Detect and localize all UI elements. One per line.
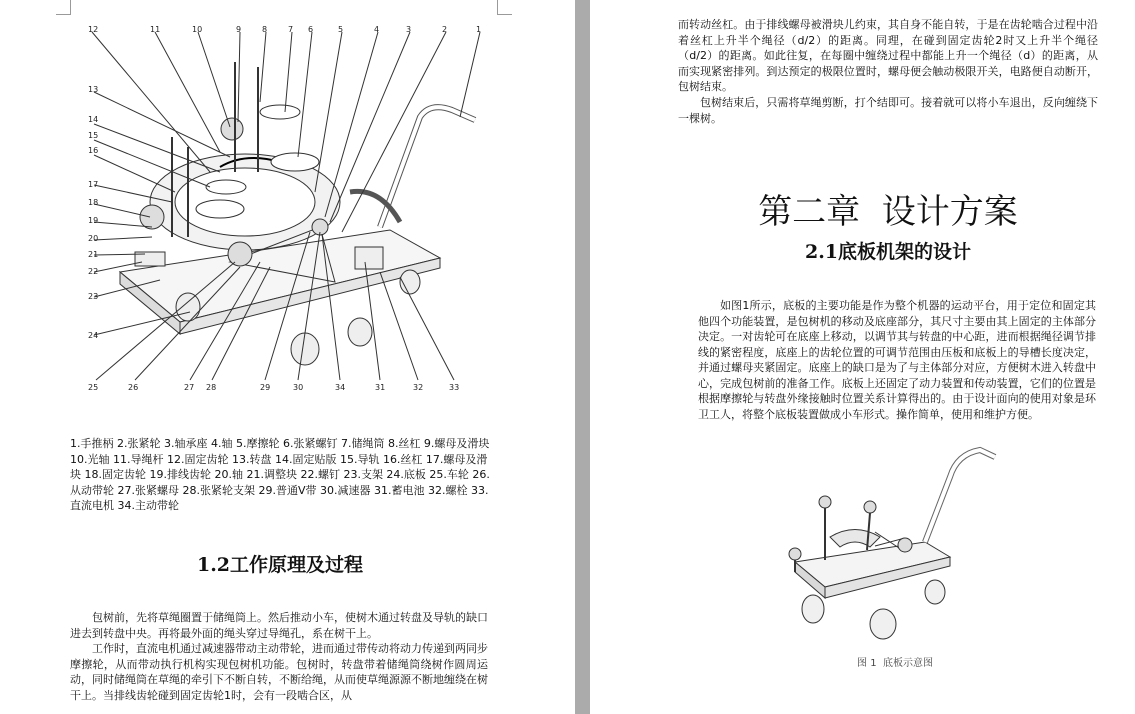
part-number: 15 xyxy=(88,131,99,140)
paragraph-prep: 包树前，先将草绳圈置于储绳筒上。然后推动小车，使树木通过转盘及导轨的缺口进去到转盘中央。再将最外面的绳头穿过导绳孔，系在树干上。 xyxy=(70,611,488,640)
chapter-title: 第二章 设计方案 xyxy=(758,192,1018,232)
part-number: 8 xyxy=(262,25,268,34)
part-number: 30 xyxy=(293,383,304,392)
figure-parts-caption: 1.手推柄 2.张紧轮 3.轴承座 4.轴 5.摩擦轮 6.张紧螺钉 7.储绳筒 8.丝杠 9.螺母及滑块 10.光轴 11.导绳杆 12.固定齿轮 13.转盘 14.固定贴版 15.导轨 16.丝杠 17.螺母及滑块 18.固定齿轮 19.排线齿轮 20.轴 21.调整块 22.螺钉 23.支架 24.底板 25.车轮 26.从动带轮 27.张紧螺母 28.张紧轮支架 29.普通V带 30.减速器 31.蓄电池 32.螺栓 33.直流电机 34.主动带轮 xyxy=(70,437,490,512)
part-number: 29 xyxy=(260,383,271,392)
part-number: 23 xyxy=(88,292,99,301)
part-number: 12 xyxy=(88,25,99,34)
part-number: 3 xyxy=(406,25,412,34)
part-number: 9 xyxy=(236,25,242,34)
part-number: 10 xyxy=(192,25,203,34)
section-heading-2-1: 2.1底板机架的设计 xyxy=(804,241,972,263)
crop-mark-top-right xyxy=(497,0,512,15)
right-page xyxy=(590,0,1135,714)
section-heading-1-2: 1.2工作原理及过程 xyxy=(196,554,364,576)
part-number: 25 xyxy=(88,383,99,392)
part-number: 13 xyxy=(88,85,99,94)
part-number: 7 xyxy=(288,25,294,34)
part-number: 26 xyxy=(128,383,139,392)
paragraph-base-design: 如图1所示，底板的主要功能是作为整个机器的运动平台，用于定位和固定其他四个功能装置，是包树机的移动及底座部分，其尺寸主要由其上固定的主体部分决定。一对齿轮可在底座上移动，以调节其与转盘的中心距，进而根据绳径调节排线的紧密程度，底座上的齿轮位置的可调节范围由压板和底板上的导槽长度决定，并通过螺母夹紧固定。底座上的缺口是为了与主体部分对应，方便树木进入转盘中心，完成包树前的准备工作。底板上还固定了动力装置和传动装置，它们的位置是根据摩擦轮与转盘外缘接触时位置关系计算得出的。由于设计面向的使用对象是环卫工人，将整个底板装置做成小车形式。操作简单，使用和维护方便。 xyxy=(698,299,1096,421)
assembly-drawing xyxy=(80,22,500,400)
part-number: 19 xyxy=(88,216,99,225)
part-number: 4 xyxy=(374,25,380,34)
part-number: 20 xyxy=(88,234,99,243)
part-number: 22 xyxy=(88,267,99,276)
part-number: 18 xyxy=(88,198,99,207)
part-number: 5 xyxy=(338,25,344,34)
part-number: 17 xyxy=(88,180,99,189)
part-number: 2 xyxy=(442,25,448,34)
part-number: 21 xyxy=(88,250,99,259)
crop-mark-top-left xyxy=(56,0,71,15)
base-plate-figure xyxy=(775,442,1005,642)
part-number: 27 xyxy=(184,383,195,392)
part-number: 1 xyxy=(476,25,482,34)
figure-caption: 图 1 底板示意图 xyxy=(857,658,933,669)
part-number: 24 xyxy=(88,331,99,340)
part-number: 16 xyxy=(88,146,99,155)
part-number: 33 xyxy=(449,383,460,392)
part-number: 14 xyxy=(88,115,99,124)
part-number: 28 xyxy=(206,383,217,392)
part-number: 6 xyxy=(308,25,314,34)
part-number: 11 xyxy=(150,25,161,34)
paragraph-operation: 工作时，直流电机通过减速器带动主动带轮，进而通过带传动将动力传递到两同步摩擦轮，从而带动执行机构实现包树机功能。包树时，转盘带着储绳筒绕树作圆周运动，同时储绳筒在草绳的牵引下不断自转，不断给绳，从而使草绳源源不断地缠绕在树干上。当排线齿轮碰到固定齿轮1时，会有一段啮合区，从 xyxy=(70,642,488,702)
part-number: 34 xyxy=(335,383,346,392)
paragraph-continued: 而转动丝杠。由于排线螺母被滑块儿约束，其自身不能自转，于是在齿轮啮合过程中沿着丝杠上升半个绳径（d/2）的距离。同理，在碰到固定齿轮2时又上升半个绳径（d/2）的距离。如此往复，在每圈中缠绕过程中都能上升一个绳径（d）的距离，从而实现紧密排列。到达预定的极限位置时，螺母便会触动极限开关，电路便自动断开，包树结束。 xyxy=(678,18,1098,93)
part-number: 31 xyxy=(375,383,386,392)
part-number: 32 xyxy=(413,383,424,392)
paragraph-finish: 包树结束后，只需将草绳剪断，打个结即可。接着就可以将小车退出，反向缠绕下一棵树。 xyxy=(678,96,1098,125)
